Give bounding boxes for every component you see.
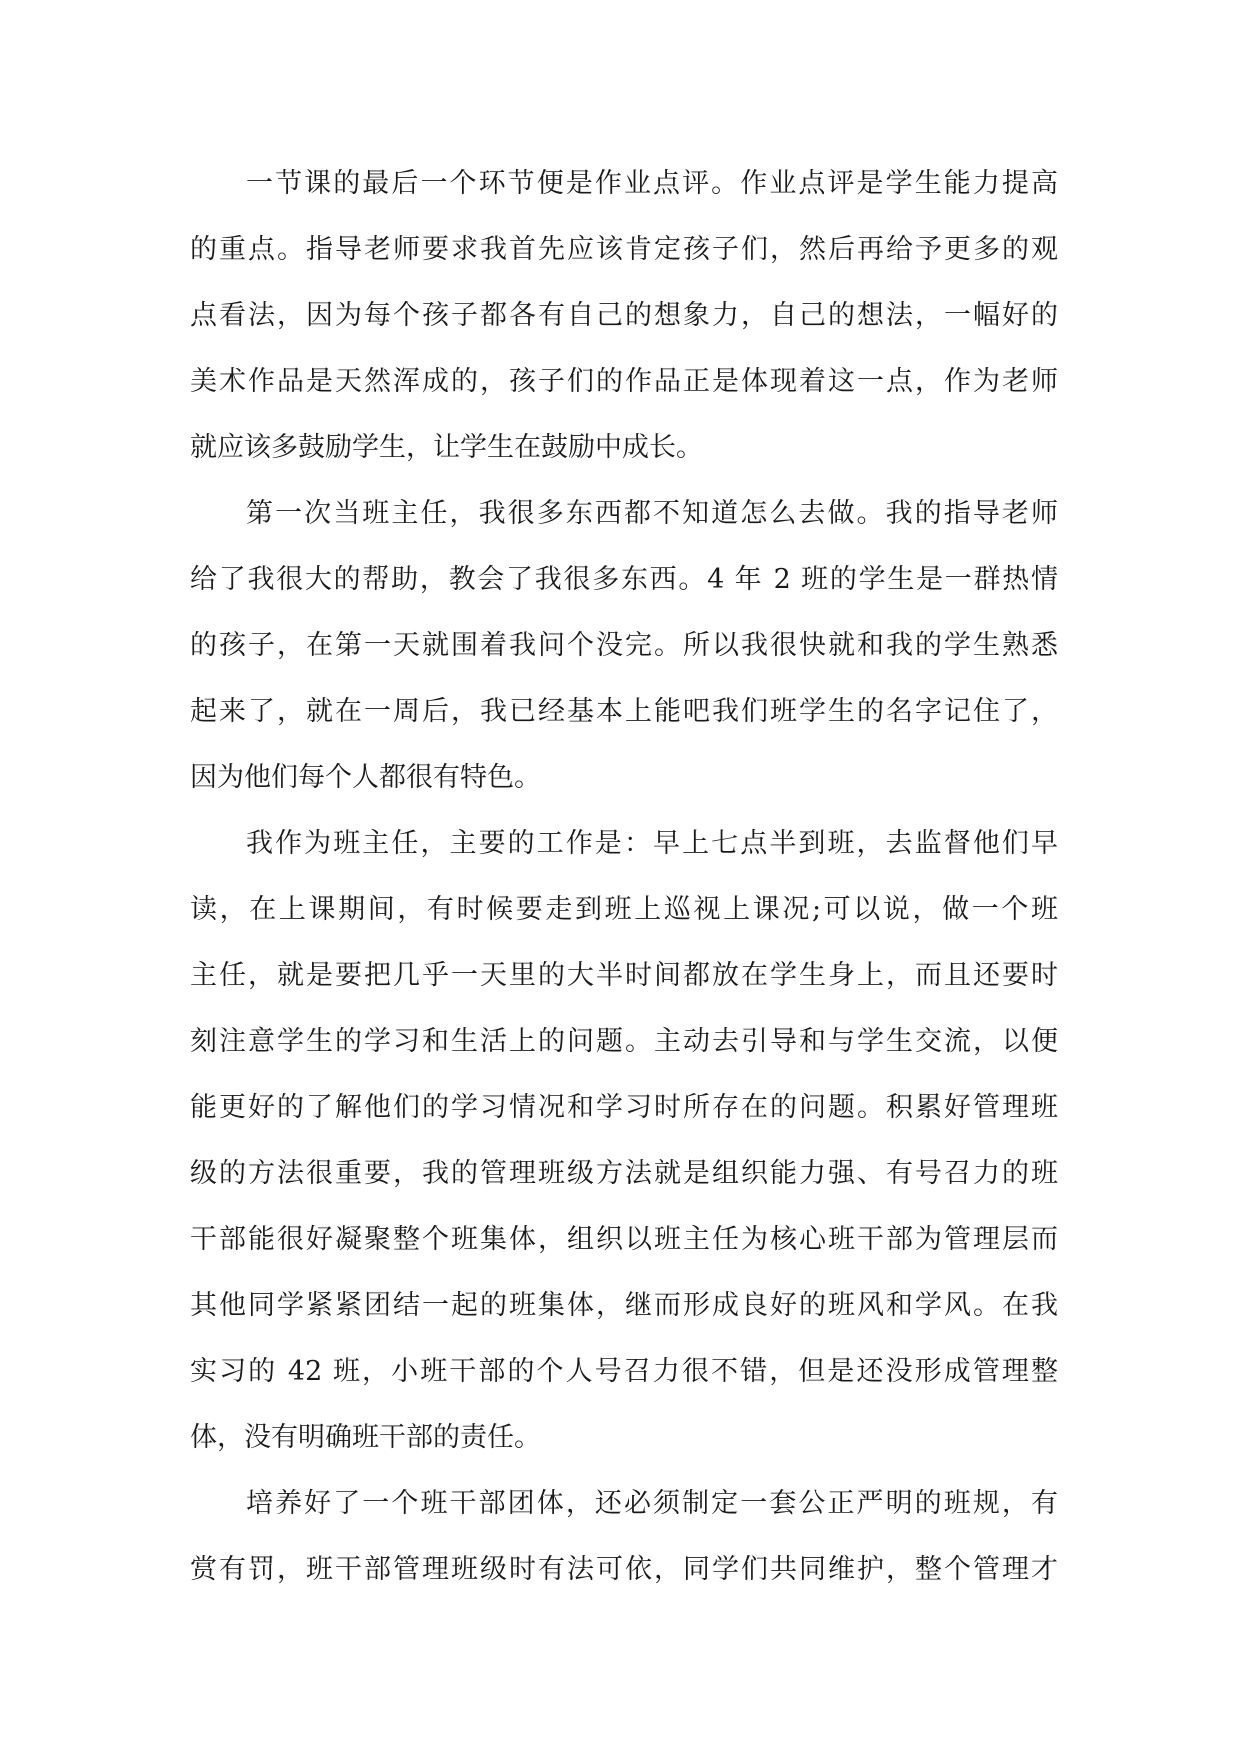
text-line: 就应该多鼓励学生，让学生在鼓励中成长。	[190, 432, 703, 463]
text-line: 第一次当班主任，我很多东西都不知道怎么去做。我的指导老师	[246, 498, 1058, 529]
text-line: 的孩子，在第一天就围着我问个没完。所以我很快就和我的学生熟悉	[190, 630, 1058, 661]
text-line: 因为他们每个人都很有特色。	[190, 762, 541, 793]
text-line: 能更好的了解他们的学习情况和学习时所存在的问题。积累好管理班	[190, 1092, 1058, 1123]
text-line: 我作为班主任，主要的工作是：早上七点半到班，去监督他们早	[246, 828, 1058, 859]
text-line: 起来了，就在一周后，我已经基本上能吧我们班学生的名字记住了，	[190, 696, 1058, 727]
document-body	[190, 151, 1058, 1603]
text-line: 读，在上课期间，有时候要走到班上巡视上课况;可以说，做一个班	[190, 894, 1058, 925]
text-line: 一节课的最后一个环节便是作业点评。作业点评是学生能力提高	[246, 168, 1058, 199]
text-line: 体，没有明确班干部的责任。	[190, 1422, 541, 1453]
text-line: 其他同学紧紧团结一起的班集体，继而形成良好的班风和学风。在我	[190, 1290, 1058, 1321]
text-line: 给了我很大的帮助，教会了我很多东西。4 年 2 班的学生是一群热情	[190, 564, 1058, 595]
text-line: 美术作品是天然浑成的，孩子们的作品正是体现着这一点，作为老师	[190, 366, 1058, 397]
text-line: 实习的 42 班，小班干部的个人号召力很不错，但是还没形成管理整	[190, 1356, 1058, 1387]
text-line: 培养好了一个班干部团体，还必须制定一套公正严明的班规，有	[246, 1488, 1058, 1519]
paragraph-class-rules	[190, 1471, 1058, 1603]
text-line: 的重点。指导老师要求我首先应该肯定孩子们，然后再给予更多的观	[190, 234, 1058, 265]
paragraph-first-time-head-teacher	[190, 481, 1058, 811]
paragraph-head-teacher-duties	[190, 811, 1058, 1471]
paragraph-homework-review	[190, 151, 1058, 481]
text-line: 赏有罚，班干部管理班级时有法可依，同学们共同维护，整个管理才	[190, 1554, 1058, 1585]
text-line: 干部能很好凝聚整个班集体，组织以班主任为核心班干部为管理层而	[190, 1224, 1058, 1255]
text-line: 刻注意学生的学习和生活上的问题。主动去引导和与学生交流，以便	[190, 1026, 1058, 1057]
text-line: 级的方法很重要，我的管理班级方法就是组织能力强、有号召力的班	[190, 1158, 1058, 1189]
text-line: 点看法，因为每个孩子都各有自己的想象力，自己的想法，一幅好的	[190, 300, 1058, 331]
text-line: 主任，就是要把几乎一天里的大半时间都放在学生身上，而且还要时	[190, 960, 1058, 991]
